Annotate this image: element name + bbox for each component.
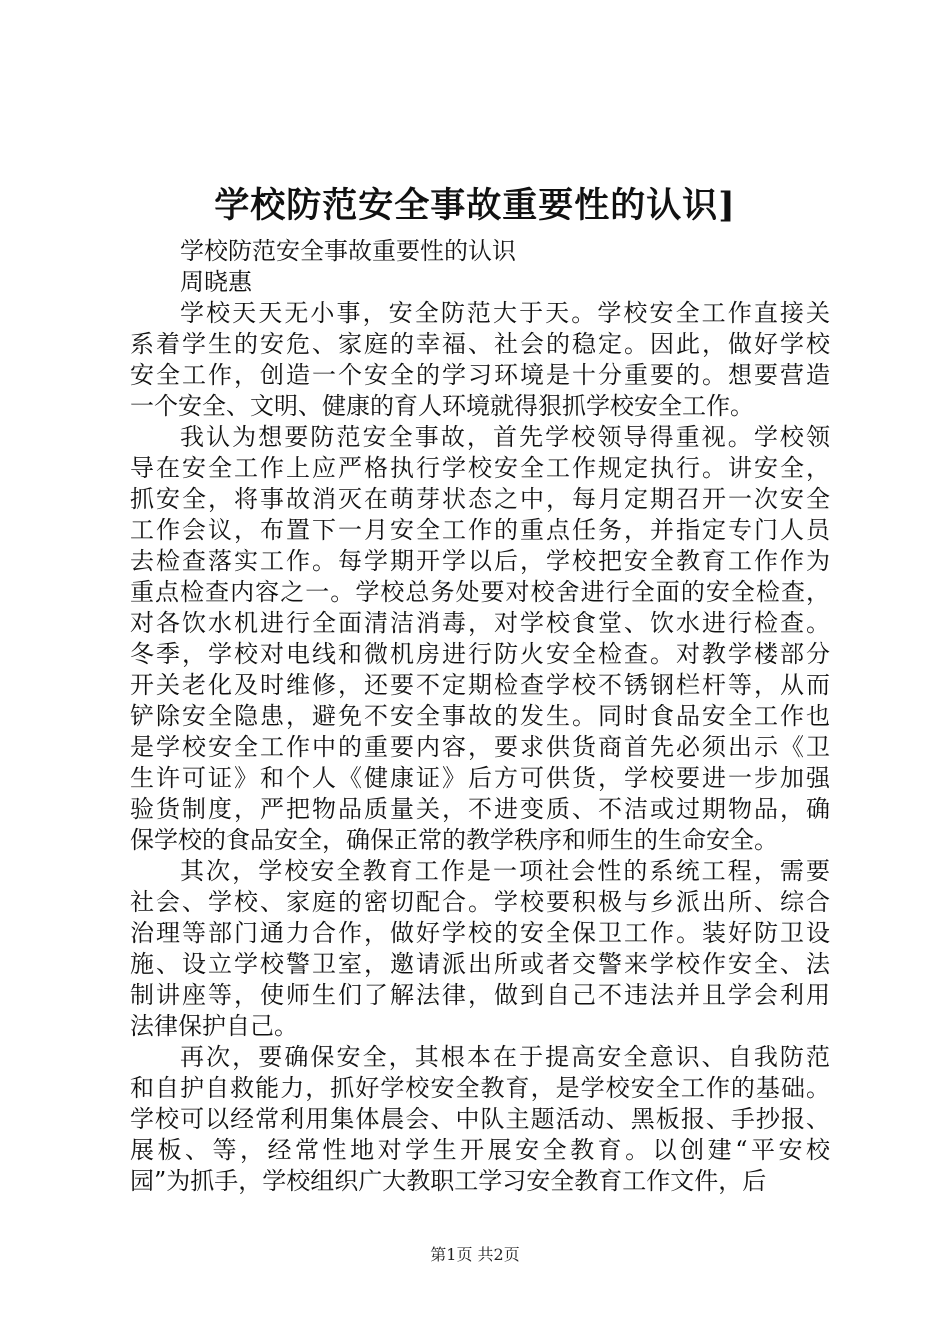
paragraph [130, 856, 830, 1042]
paragraph-line: 安全工作，创造一个安全的学习环境是十分重要的。想要营造 [130, 361, 830, 389]
paragraph-line: 开关老化及时维修，还要不定期检查学校不锈钢栏杆等，从而 [130, 671, 830, 699]
paragraph-container [130, 298, 830, 1197]
paragraph-line: 验货制度，严把物品质量关，不进变质、不洁或过期物品，确 [130, 795, 830, 823]
paragraph-line: 冬季，学校对电线和微机房进行防火安全检查。对教学楼部分 [130, 640, 830, 668]
paragraph-line: 社会、学校、家庭的密切配合。学校要积极与乡派出所、综合 [130, 888, 830, 916]
paragraph-line: 保学校的食品安全，确保正常的教学秩序和师生的生命安全。 [130, 826, 778, 854]
paragraph-line: 一个安全、文明、健康的育人环境就得狠抓学校安全工作。 [130, 392, 754, 420]
paragraph-line: 其次，学校安全教育工作是一项社会性的系统工程，需要 [180, 857, 830, 885]
paragraph [130, 422, 830, 856]
paragraph-line: 对各饮水机进行全面清洁消毒，对学校食堂、饮水进行检查。 [130, 609, 830, 637]
paragraph-line: 去检查落实工作。每学期开学以后，学校把安全教育工作作为 [130, 547, 830, 575]
document-author: 周晓惠 [180, 268, 252, 296]
paragraph-line: 学校可以经常利用集体晨会、中队主题活动、黑板报、手抄报、 [130, 1105, 830, 1133]
paragraph [130, 298, 830, 422]
paragraph-line: 园”为抓手，学校组织广大教职工学习安全教育工作文件，后 [130, 1167, 767, 1195]
document-title: 学校防范安全事故重要性的认识] [214, 185, 736, 226]
paragraph-line: 法律保护自己。 [130, 1012, 298, 1040]
paragraph-line: 铲除安全隐患，避免不安全事故的发生。同时食品安全工作也 [130, 702, 830, 730]
paragraph-line: 系着学生的安危、家庭的幸福、社会的稳定。因此，做好学校 [130, 330, 830, 358]
paragraph-line: 治理等部门通力合作，做好学校的安全保卫工作。装好防卫设 [130, 919, 830, 947]
paragraph-line: 工作会议，布置下一月安全工作的重点任务，并指定专门人员 [130, 516, 830, 544]
document-subtitle: 学校防范安全事故重要性的认识 [180, 237, 516, 265]
paragraph-line: 是学校安全工作中的重要内容，要求供货商首先必须出示《卫 [130, 733, 830, 761]
paragraph-line: 导在安全工作上应严格执行学校安全工作规定执行。讲安全， [130, 454, 830, 482]
paragraph-line: 抓安全，将事故消灭在萌芽状态之中，每月定期召开一次安全 [130, 485, 830, 513]
paragraph-line: 重点检查内容之一。学校总务处要对校舍进行全面的安全检查， [130, 578, 830, 606]
paragraph-line: 生许可证》和个人《健康证》后方可供货，学校要进一步加强 [130, 764, 830, 792]
paragraph-line: 我认为想要防范安全事故，首先学校领导得重视。学校领 [180, 423, 830, 451]
paragraph-line: 和自护自救能力，抓好学校安全教育，是学校安全工作的基础。 [130, 1074, 830, 1102]
paragraph-line: 制讲座等，使师生们了解法律，做到自己不违法并且学会利用 [130, 981, 830, 1009]
document-body [130, 236, 830, 1197]
paragraph-line: 再次，要确保安全，其根本在于提高安全意识、自我防范 [180, 1043, 830, 1071]
page-footer: 第1页 共2页 [430, 1245, 520, 1264]
paragraph-line: 展板、等，经常性地对学生开展安全教育。以创建“平安校 [130, 1136, 830, 1164]
paragraph-line: 学校天天无小事，安全防范大于天。学校安全工作直接关 [180, 299, 830, 327]
paragraph-line: 施、设立学校警卫室，邀请派出所或者交警来学校作安全、法 [130, 950, 830, 978]
paragraph [130, 1042, 830, 1197]
